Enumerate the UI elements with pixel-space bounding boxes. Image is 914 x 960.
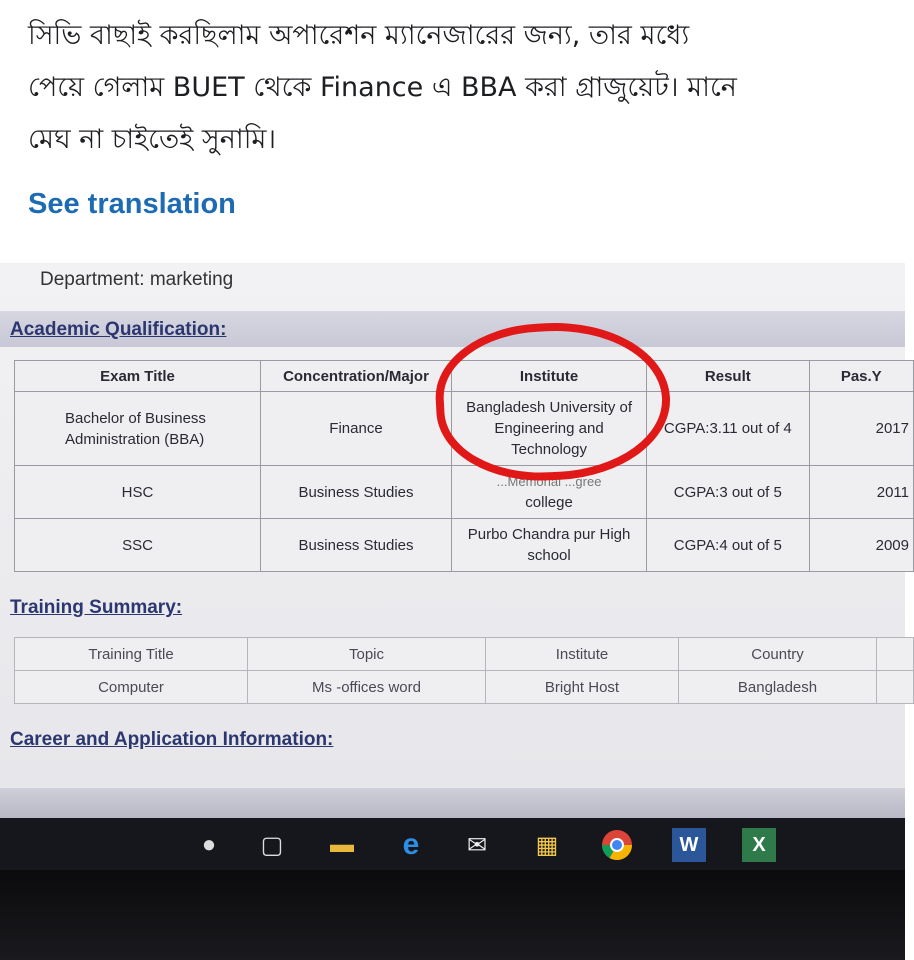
post-line: মেঘ না চাইতেই সুনামি।	[28, 124, 277, 155]
taskbar	[0, 818, 905, 870]
pass-year-cell: 2009	[809, 519, 914, 572]
training-title-cell: Computer	[15, 671, 248, 704]
result-cell: CGPA:3 out of 5	[647, 466, 809, 519]
header-training-institute: Institute	[486, 638, 679, 671]
header-empty	[877, 638, 914, 671]
training-table	[14, 637, 914, 704]
table-row	[15, 519, 914, 572]
header-institute: Institute	[451, 361, 646, 392]
header-exam-title: Exam Title	[15, 361, 261, 392]
excel-icon[interactable]	[742, 828, 776, 862]
result-cell: CGPA:4 out of 5	[647, 519, 809, 572]
concentration-cell: Finance	[261, 392, 452, 466]
pass-year-cell: 2011	[809, 466, 914, 519]
header-country: Country	[679, 638, 877, 671]
result-cell: CGPA:3.11 out of 4	[647, 392, 809, 466]
empty-cell	[877, 671, 914, 704]
table-header-row	[15, 638, 914, 671]
lower-band	[0, 788, 905, 818]
table-row	[15, 466, 914, 519]
chrome-logo	[601, 829, 633, 861]
exam-title-cell: SSC	[15, 519, 261, 572]
task-view-icon[interactable]: ▢	[260, 831, 284, 859]
see-translation-link[interactable]: See translation	[28, 188, 236, 220]
microphone-icon[interactable]: ●	[201, 831, 217, 858]
academic-qualification-title: Academic Qualification:	[10, 319, 227, 340]
header-result: Result	[647, 361, 809, 392]
career-application-title: Career and Application Information:	[10, 729, 334, 750]
country-cell: Bangladesh	[679, 671, 877, 704]
obscured-institute-text: ...Memorial ...gree	[496, 474, 602, 489]
post-text	[28, 10, 878, 166]
institute-cell: Bangladesh University of Engineering and Technology	[451, 392, 646, 466]
photo[interactable]	[0, 263, 909, 960]
word-icon[interactable]	[672, 828, 706, 862]
monitor-bezel	[0, 870, 905, 960]
topic-cell: Ms -offices word	[248, 671, 486, 704]
pass-year-cell: 2017	[809, 392, 914, 466]
institute-text: college	[525, 494, 573, 511]
word-icon-letter: W	[679, 833, 699, 856]
training-summary-title: Training Summary:	[10, 597, 183, 618]
header-pass-year: Pas.Y	[809, 361, 914, 392]
concentration-cell: Business Studies	[261, 466, 452, 519]
file-explorer-icon[interactable]: ▬	[330, 831, 354, 858]
edge-icon[interactable]: e	[402, 828, 420, 861]
excel-icon-letter: X	[752, 833, 766, 856]
post-line: পেয়ে গেলাম BUET থেকে Finance এ BBA করা গ্রাজুয়েট। মানে	[28, 72, 737, 103]
store-icon[interactable]: ▦	[535, 831, 559, 859]
header-training-title: Training Title	[15, 638, 248, 671]
institute-cell: Purbo Chandra pur High school	[451, 519, 646, 572]
header-topic: Topic	[248, 638, 486, 671]
training-institute-cell: Bright Host	[486, 671, 679, 704]
post-line: সিভি বাছাই করছিলাম অপারেশন ম্যানেজারের জন্য, তার মধ্যে	[28, 20, 690, 51]
department-text: Department: marketing	[40, 269, 234, 290]
header-concentration: Concentration/Major	[261, 361, 452, 392]
exam-title-cell: HSC	[15, 466, 261, 519]
mail-icon[interactable]: ✉	[466, 831, 488, 859]
table-row	[15, 671, 914, 704]
chrome-icon[interactable]	[600, 828, 634, 862]
concentration-cell: Business Studies	[261, 519, 452, 572]
exam-title-cell: Bachelor of Business Administration (BBA)	[15, 392, 261, 466]
